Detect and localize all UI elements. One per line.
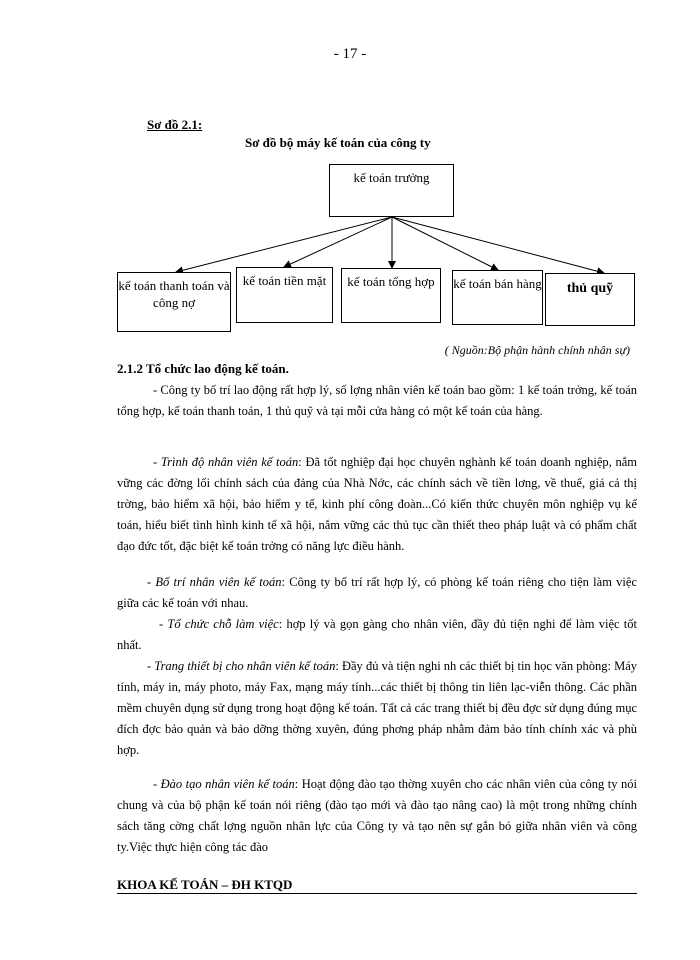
paragraph xyxy=(117,572,637,614)
paragraph-text: : hợp lý và gọn gàng cho nhân viên, đầy đủ tiện nghi để làm việc tốt nhất. xyxy=(117,617,637,652)
paragraph-lead: - Bố trí nhân viên kế toán xyxy=(147,575,282,589)
org-box-general-accountant: kế toán tổng hợp xyxy=(341,268,441,323)
paragraph-text: : Công ty bố trí rất hợp lý, có phòng kế toán riêng cho tiện làm việc giữa các kế toán với nhau. xyxy=(117,575,637,610)
connector-line xyxy=(176,217,392,272)
section-heading: 2.1.2 Tổ chức lao động kế toán. xyxy=(117,361,289,376)
connector-line xyxy=(284,217,392,267)
org-box-treasurer: thủ quỹ xyxy=(545,273,635,326)
org-box-sales-accountant: kế toán bán hàng xyxy=(452,270,543,325)
paragraph-text: : Đã tốt nghiệp đại học chuyên nghành kế toán doanh nghiệp, nắm vững các đờng lối chính sách của đảng của Nhà Nớc, các chính sách về tiền lơng, về thuế, giá cả thị trờng, bảo hiểm xã hội, bảo hiểm y tế, kinh phí công đoàn...Có kiến thức chuyên môn nghiệp vụ kế toán, hiểu biết tình hình kinh tế xã hội, nắm vững các thủ tục cần thiết theo pháp luật và có phẩm chất đạo đức tốt, đặc biệt kế toán trởng có năng lực điều hành. xyxy=(117,455,637,553)
paragraph xyxy=(117,380,637,422)
paragraph-lead: - Trang thiết bị cho nhân viên kế toán xyxy=(147,659,336,673)
figure-source: ( Nguồn:Bộ phận hành chính nhân sự) xyxy=(444,343,630,357)
page-number: - 17 - xyxy=(333,46,367,62)
org-box-chief-accountant: kế toán trưởng xyxy=(329,164,454,217)
paragraph xyxy=(117,614,637,656)
figure-label: Sơ đồ 2.1: xyxy=(147,117,203,132)
paragraph xyxy=(117,774,637,858)
paragraph xyxy=(117,656,637,761)
paragraph-text: - Công ty bố trí lao động rất hợp lý, số lợng nhân viên kế toán bao gồm: 1 kế toán trởng, kế toán tổng hợp, kế toán thanh toán, 1 thủ quỹ và tại mỗi cửa hàng có một kế toán của hàng. xyxy=(117,383,637,418)
org-box-cash-accountant: kế toán tiền mặt xyxy=(236,267,333,323)
org-box-payment-accountant: kế toán thanh toán và công nợ xyxy=(117,272,231,332)
paragraph-lead: - Trình độ nhân viên kế toán xyxy=(153,455,299,469)
figure-title: Sơ đồ bộ máy kế toán của công ty xyxy=(245,135,431,150)
paragraph-lead: - Tổ chức chỗ làm việc xyxy=(159,617,279,631)
connector-line xyxy=(392,217,498,270)
footer-faculty: KHOA KẾ TOÁN – ĐH KTQD xyxy=(117,877,293,892)
paragraph-lead: - Đào tạo nhân viên kế toán xyxy=(153,777,295,791)
footer-rule xyxy=(117,893,637,894)
connector-line xyxy=(392,217,604,273)
paragraph-text: : Hoạt động đào tạo thờng xuyên cho các nhân viên của công ty nói chung và của bộ phận kế toán nói riêng (đào tạo mới và đào tạo nâng cao) là một trong những chính sách tăng cờng chất lợng nguồn nhân lực của Công ty và tạo nên sự gắn bó giữa nhân viên và công ty.Việc thực hiện công tác đào xyxy=(117,777,637,854)
paragraph xyxy=(117,452,637,557)
paragraph-text: : Đầy đủ và tiện nghi nh các thiết bị tin học văn phòng: Máy tính, máy in, máy photo, máy Fax, mạng máy tính...các thiết bị thông tin liên lạc-viễn thông. Các phần mềm chuyên dụng sử dụng trong hoạt động kế toán. Tất cả các trang thiết bị đều đợc sử dụng đúng mục đích đợc bảo quản và bảo dỡng thờng xuyên, đúng phơng pháp nhằm đảm bảo tính chính xác và phù hợp. xyxy=(117,659,638,757)
